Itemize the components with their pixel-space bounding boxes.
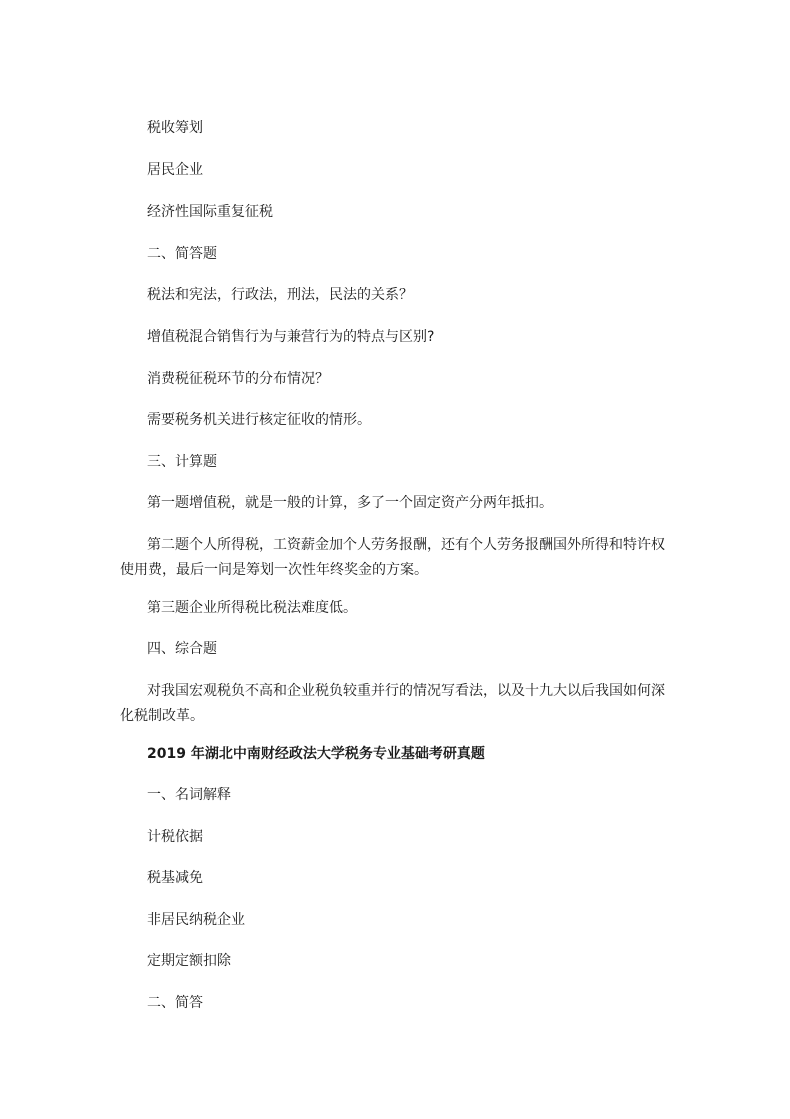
calc-question-3: 第三题企业所得税比税法难度低。	[147, 600, 357, 616]
term-tax-planning: 税收筹划	[147, 120, 203, 136]
question-consumption-tax-stages: 消费税征税环节的分布情况？	[147, 371, 329, 387]
question-tax-law-relations: 税法和宪法，行政法，刑法，民法的关系？	[147, 287, 413, 303]
section-heading-comprehensive: 四、综合题	[147, 641, 217, 657]
question-assessed-collection: 需要税务机关进行核定征收的情形。	[147, 412, 371, 428]
exam-title-2019: 2019 年湖北中南财经政法大学税务专业基础考研真题	[147, 746, 485, 762]
section-heading-term-explanation: 一、名词解释	[147, 787, 231, 803]
question-vat-mixed-sales: 增值税混合销售行为与兼营行为的特点与区别?	[147, 329, 435, 345]
calc-question-2: 第二题个人所得税，工资薪金加个人劳务报酬，还有个人劳务报酬国外所得和特许权使用费，最后一问是筹划一次性年终奖金的方案。	[120, 537, 665, 578]
section-heading-short-answer: 二、简答题	[147, 246, 217, 262]
comprehensive-question: 对我国宏观税负不高和企业税负较重并行的情况写看法，以及十九大以后我国如何深化税制改革。	[120, 683, 665, 724]
term-economic-double-taxation: 经济性国际重复征税	[147, 204, 273, 220]
section-heading-calculation: 三、计算题	[147, 454, 217, 470]
calc-question-1: 第一题增值税，就是一般的计算，多了一个固定资产分两年抵扣。	[147, 495, 553, 511]
term-tax-basis: 计税依据	[147, 829, 203, 845]
term-tax-base-reduction: 税基减免	[147, 870, 203, 886]
term-non-resident-enterprise: 非居民纳税企业	[147, 912, 245, 928]
term-fixed-quota-deduction: 定期定额扣除	[147, 953, 231, 969]
section-heading-short-answer-2: 二、简答	[147, 995, 203, 1011]
term-resident-enterprise: 居民企业	[147, 162, 203, 178]
